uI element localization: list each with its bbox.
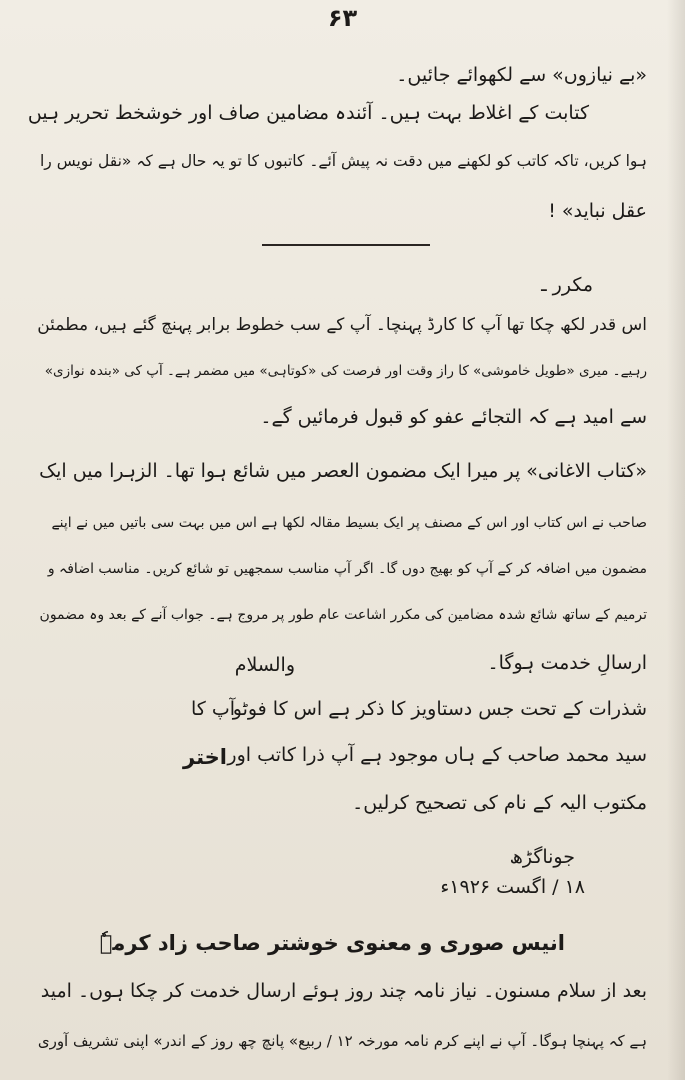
page-edge-shadow: [667, 0, 685, 1080]
signature-salutation: والسلام: [234, 654, 295, 676]
text-line-11: مضمون میں اضافہ کر کے آپ کو بھیج دوں گا۔ اگر آپ مناسب سمجھیں تو شائع کریں۔ مناسب اضافہ و: [47, 561, 647, 577]
text-line-21: ہے کہ پہنچا ہوگا۔ آپ نے اپنے کرم نامہ مورخہ ۱۲ / ربیع» پانچ چھ روز کے اندر» اپنی تشریف آوری: [37, 1032, 647, 1050]
signature-name: اختر: [183, 745, 227, 769]
text-line-3: ہوا کریں، تاکہ کاتب کو لکھنے میں دقت نہ پیش آئے۔ کاتبوں کا تو یہ حال ہے کہ «نقل نویس را: [40, 152, 647, 170]
text-line-10: صاحب نے اس کتاب اور اس کے مصنف پر ایک بسیط مقالہ لکھا ہے اس میں بہت سی باتیں میں نے اپنے: [51, 515, 647, 531]
text-line-7: رہیے۔ میری «طویل خاموشی» کا راز وقت اور فرصت کی «کوتاہی» میں مضمر ہے۔ آپ کی «بندہ نوازی»: [44, 363, 647, 379]
text-line-1: «بے نیازوں» سے لکھوائے جائیں۔: [396, 64, 647, 86]
text-line-6: اس قدر لکھ چکا تھا آپ کا کارڈ پہنچا۔ آپ کے سب خطوط برابر پہنچ گئے ہیں، مطمئن: [37, 315, 647, 335]
place-line: جوناگڑھ: [509, 846, 575, 868]
text-line-8: سے امید ہے کہ التجائے عفو کو قبول فرمائیں گے۔: [260, 406, 647, 428]
text-line-16: مکتوب الیہ کے نام کی تصحیح کرلیں۔: [352, 792, 647, 814]
text-line-12: ترمیم کے ساتھ شائع شدہ مضامین کی مکرر اشاعت عام طور پر مروج ہے۔ جواب آنے کے بعد وہ مضمون: [39, 607, 647, 623]
text-line-9: «کتاب الاغانی» پر میرا ایک مضمون العصر میں شائع ہوا تھا۔ الزہرا میں ایک: [39, 460, 647, 482]
text-line-20: بعد از سلام مسنون۔ نیاز نامہ چند روز ہوئے ارسال خدمت کر چکا ہوں۔ امید: [40, 980, 647, 1002]
page-number: ۶۳: [327, 4, 358, 32]
text-line-13: ارسالِ خدمت ہوگا۔: [487, 652, 647, 674]
signature-yours: آپ کا: [190, 698, 235, 720]
text-line-5: مکرر ـ: [541, 274, 593, 296]
text-line-4: عقل نباید» !: [548, 200, 647, 222]
text-line-2: کتابت کے اغلاط بہت ہیں۔ آئندہ مضامین صاف اور خوشخط تحریر ہیں: [27, 102, 589, 124]
section-divider: [262, 244, 430, 246]
text-line-15: سید محمد صاحب کے ہاں موجود ہے آپ ذرا کاتب اور: [227, 744, 647, 766]
salutation-heading: انیس صوری و معنوی خوشتر صاحب زاد کرمہٗ: [99, 931, 565, 955]
text-line-14: شذرات کے تحت جس دستاویز کا ذکر ہے اس کا فوٹو: [232, 698, 647, 720]
date-line: ۱۸ / اگست ۱۹۲۶ء: [440, 876, 585, 898]
